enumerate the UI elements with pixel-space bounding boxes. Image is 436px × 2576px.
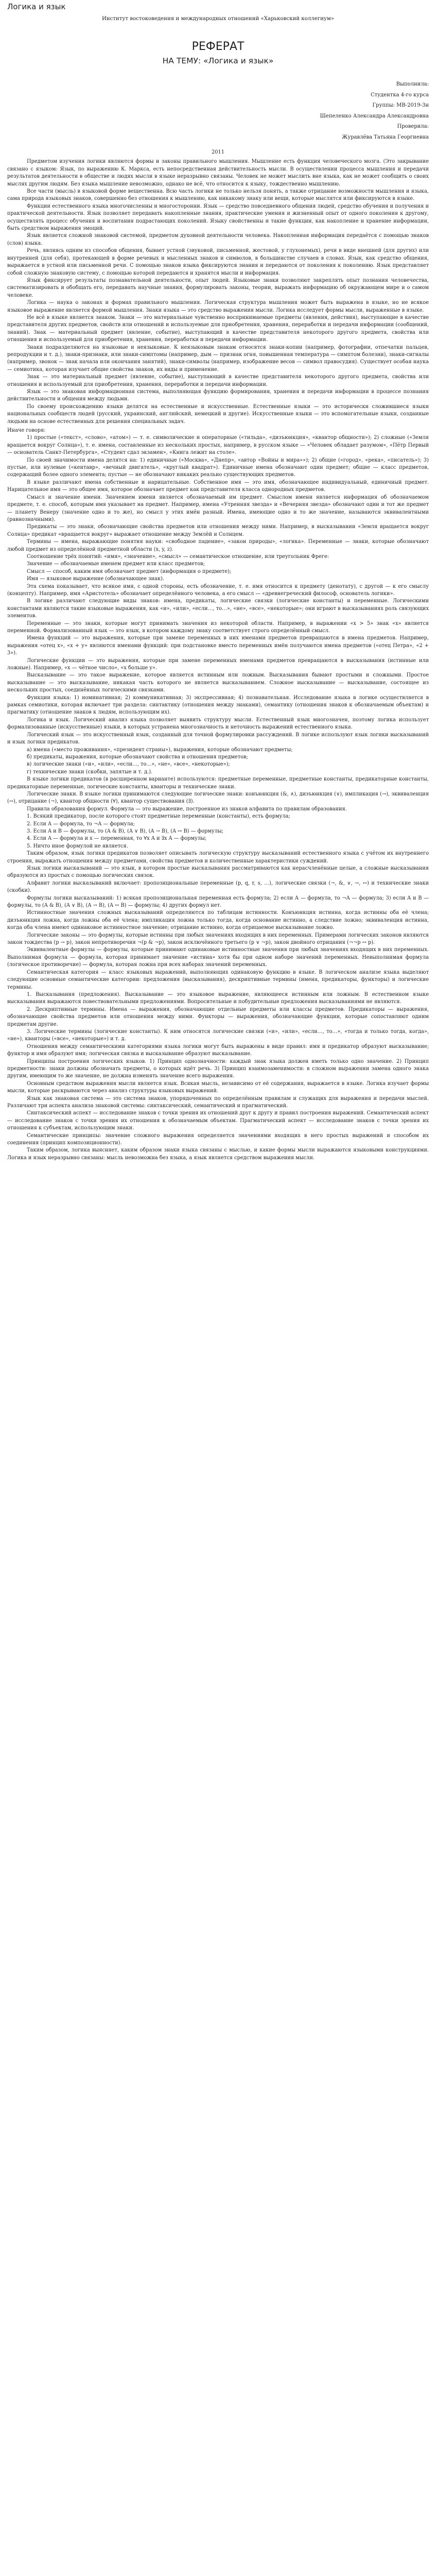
body-paragraph: 5. Ничто иное формулой не является. [27,843,128,849]
body-paragraph: Таким образом, язык логики предикатов позволяет описывать логическую структуру высказываний естественного языка с учётом их внутреннего строения, выражать отношения между предметами, свойства предметов и количественные характеристики суждений. [7,851,429,864]
body-paragraph: Язык логики высказываний — это язык, в котором простые высказывания рассматриваются как нерасчленённые целые, а сложные высказывания образуются из простых с помощью логических связок. [7,866,429,879]
body-paragraph: Высказывание — это такое выражение, которое является истинным или ложным. Высказывания бывают простыми и сложными. Простое высказывание — это высказывание, никакая часть которого не является высказыванием. Сложное высказывание — высказывание, состоящее из нескольких простых, соединённых логическими связками. [7,672,429,693]
body-paragraph: 1. Высказывания (предложения). Высказывание — это языковое выражение, являющееся истинным или ложным. В естественном языке высказывания выражаются повествовательными предложениями. Вопросительные и побудительные предложения высказываниями не являются. [7,991,429,1005]
page-title: Логика и язык [7,2,66,11]
body-paragraph: Логические знаки. В языке логики принимаются следующие логические знаки: конъюнкция (&, ∧), дизъюнкция (∨), импликация (→), эквиваленция (↔), отрицание (¬), квантор общности (∀), квантор существования (∃). [7,791,429,805]
body-paragraph: Все части (мысль) в языковой форме вещественна. Всю часть логики не только нельзя понять, а также отрицание возможности мышления и языка, сама природа языковых знаков, совершенно без отношения к мышлению, как никакому знаку или вещи, которые мыслятся или фиксируются в языке. [7,189,429,202]
body-paragraph: Соотношение трёх понятий: «имя», «значение», «смысл» — семантическое отношение, или треугольник Фреге: [27,553,329,560]
body-paragraph: Имя — языковое выражение (обозначающее знак). [27,576,164,582]
body-paragraph: Язык является сложной знаковой системой, предметом духовной деятельности человека. Накопленная информация передаётся с помощью знаков (слов) языка. [7,233,429,246]
author-block [7,79,429,143]
referat-theme: НА ТЕМУ: «Логика и язык» [162,56,274,65]
body-paragraph: Семантическая категория — класс языковых выражений, выполняющих одинаковую функцию в языке. В логическом анализе языка выделяют следующие основные семантические категории: предложения (высказывания), дескриптивные термины (имена, предикаторы, функторы) и логические термины. [7,969,429,990]
body-paragraph: Предметом изучения логики являются формы и законы правильного мышления. Мышление есть функция человеческого мозга. (Это закрывание связано с языком: Язык, по выражению К. Маркса, есть непосредственная действительность мысли. В осуществлении процесса мышления и передачи результатов деятельности в обществе и людях мысли в языке неразрывно связаны. Человек не может мыслить вне языка, как не может сообщить о своих мыслях другим людям. Без языка мышление невозможно, однако не всё, что относится к языку, тождественно мышлению. [7,159,429,187]
body-paragraph: Знак — это материальный предмет (явление, событие), выступающий в качестве представителя некоторого другого предмета, свойства или отношения и используемый для приобретения, хранения, переработки и передачи информации. [7,374,429,387]
body-paragraph: 3. Если A и B — формулы, то (A & B), (A ∨ B), (A → B), (A ↔ B) — формулы; [27,828,224,834]
body-paragraph: Формулы логики высказываний: 1) всякая пропозициональная переменная есть формула; 2) если A — формула, то ¬A — формула; 3) если A и B — формулы, то (A & B), (A ∨ B), (A → B), (A ↔ B) — формулы; 4) других формул нет. [7,895,429,909]
body-paragraph: 2. Если A — формула, то ¬A — формула; [27,821,135,827]
body-paragraph: Принципы построения логических языков. 1) Принцип однозначности: каждый знак языка должен иметь только одно значение. 2) Принцип предметности: знаки должны обозначать предметы, о которых идёт речь. 3) Принцип взаимозаменимости: в сложном выражении замена одного знака другим, имеющим то же значение, не должна изменять значение всего выражения. [7,1058,429,1079]
body-paragraph: в) логические знаки («и», «или», «если…, то…», «не», «все», «некоторые»); [27,761,230,768]
body-paragraph: Предикаты — это знаки, обозначающие свойства предметов или отношения между ними. Например, в высказывании «Земля вращается вокруг Солнца» предикат «вращается вокруг» выражает отношение между Землёй и Солнцем. [7,524,429,537]
body-paragraph: 3. Логические термины (логические константы). К ним относятся логические связки («и», «или», «если…, то…», «тогда и только тогда, когда», «не»), кванторы («все», «некоторые») и т. д. [7,1028,429,1042]
body-paragraph: Переменные — это знаки, которые могут принимать значения из некоторой области. Например, в выражении «x > 5» знак «x» является переменной. Формализованный язык — это язык, в котором каждому знаку соответствует строго определённый смысл. [7,620,429,634]
body-paragraph: 4. Если A — формула и x — переменная, то ∀x A и ∃x A — формулы; [27,836,207,842]
body-paragraph: Имена функций — это выражения, которые при замене переменных в них именами предметов превращаются в имена предметов. Например, выражения «отец x», «x + y» являются именами функций: при подстановке вместо переменных имён получаются имена предметов («отец Петра», «2 + 3»). [7,635,429,656]
body-paragraph: Язык как знаковая система — это система знаков, упорядоченных по определённым правилам и служащих для выражения и передачи мыслей. Различают три аспекта анализа знаковой системы: синтаксический, семантический и прагматический. [7,1095,429,1109]
body-paragraph: Функции естественного языка многочисленны и многосторонни. Язык — средство повседневного общения людей, средство обучения и получения и практической деятельности. Язык позволяет передавать накопленные знания, практические умения и жизненный опыт от одного поколения к другому, осуществлять процесс обучения и воспитания подрастающих поколений. Языку свойственны и такие функции, как накопление и хранение информации, быть средством выражения эмоций. [7,203,429,232]
body-paragraph: Семантические принципы: значение сложного выражения определяется значениями входящих в него простых выражений и способом их соединения (принцип композиционности). [7,1132,429,1146]
year: 2011 [212,149,224,155]
body-paragraph: Логика и язык. Логический анализ языка позволяет выявить структуру мысли. Естественный язык многозначен, поэтому логика использует формализованные (искусственные) языки, в которых устранена многозначность и неточность выражений естественного языка. [7,717,429,731]
body-paragraph: г) технические знаки (скобки, запятые и т. д.). [27,769,153,775]
body-paragraph: Эта схема показывает, что всякое имя, с одной стороны, есть обозначение, т. е. имя относится к предмету (денотату), с другой — к его смыслу (концепту). Например, имя «Аристотель» обозначает определённого человека, а его смысл — «древнегреческий философ, основатель логики». [7,583,429,597]
body-paragraph: По своей значимости имена делятся на: 1) единичные («Москва», «Днепр», «автор «Войны и мира»»); 2) общие («город», «река», «писатель»); 3) пустые, или нулевые («кентавр», «вечный двигатель», «круглый квадрат»). Единичные имена обозначают один предмет; общие — класс предметов, содержащий более одного элемента; пустые — не обозначают никаких реально существующих предметов. [7,457,429,478]
body-paragraph: Значение — обозначаемые именем предмет или класс предметов; [27,561,205,567]
body-paragraph: Смысл и значение имени. Значением имени является обозначаемый им предмет. Смыслом имени является информация об обозначаемом предмете, т. е. способ, которым имя указывает на предмет. Например, имена «Утренняя звезда» и «Вечерняя звезда» обозначают один и тот же предмет — планету Венеру (значение одно и то же), но смысл у этих имён разный. Имена, имеющие одно и то же значение, называются эквивалентными (равнозначными). [7,494,429,522]
body-paragraph: Алфавит логики высказываний включает: пропозициональные переменные (p, q, r, s, …), логические связки (¬, &, ∨, →, ↔) и технические знаки (скобки). [7,880,429,894]
body-paragraph: Логические законы — это формулы, которые истинны при любых значениях входящих в них переменных. Примерами логических законов являются закон тождества (p → p), закон непротиворечия ¬(p & ¬p), закон исключённого третьего (p ∨ ¬p), закон двойного отрицания (¬¬p ↔ p). [7,932,429,946]
body-paragraph: Логические функции — это выражения, которые при замене переменных именами предметов превращаются в высказывания (истинные или ложные). Например, «x — чётное число», «x больше y». [7,657,429,671]
body-paragraph: Функции языка: 1) номинативная; 2) коммуникативная; 3) экспрессивная; 4) познавательная. Исследование языка в логике осуществляется в рамках семиотики, которая включает три раздела: синтактику (отношения между знаками), семантику (отношения знаков к обозначаемым объектам) и прагматику (отношение знаков к людям, использующим их). [7,694,429,716]
meta-line: Шепеленко Александра Александровна [320,113,429,119]
body-paragraph: Смысл — способ, каким имя обозначает предмет (информация о предмете); [27,568,232,574]
body-paragraph: Не всё в языке является знаком. Знаки — это материальные чувственно воспринимаемые предметы (явления, действия), выступающие в качестве представителя других предметов, свойств или отношений и используемые для приобретения, хранения, переработки и передачи информации (сообщений, знаний). Знак — материальный предмет (явление, событие), выступающий в качестве представителя некоторого другого предмета, свойства или отношения и используемый для приобретения, хранения, переработки и передачи информации. [7,314,429,343]
institute-name: Институт востоковедения и международных отношений «Харьковский коллегиум» [101,16,335,22]
body-paragraph: Синтаксический аспект — исследование знаков с точки зрения их отношений друг к другу и правил построения выражений. Семантический аспект — исследование знаков с точки зрения их отношения к обозначаемым объектам. Прагматический аспект — исследование знаков с точки зрения их отношения к субъектам, использующим знаки. [7,1110,429,1131]
body-paragraph: 2. Дескриптивные термины. Имена — выражения, обозначающие отдельные предметы или классы предметов. Предикаторы — выражения, обозначающие свойства предметов или отношения между ними. Функторы — выражения, обозначающие функции, которые сопоставляют одним предметам другие. [7,1006,429,1027]
body-paragraph: В логике различают следующие виды знаков: имена, предикаты, логические связки (логические константы) и переменные. Логическими константами являются такие языковые выражения, как «и», «или», «если…, то…», «не», «все», «некоторые»; они играют в высказываниях роль связующих элементов. [7,598,429,619]
meta-line: Выполнила: [396,81,429,87]
body-paragraph: В языке различают имена собственные и нарицательные. Собственное имя — это имя, обозначающее индивидуальный, единичный предмет. Нарицательное имя — это общее имя, которое обозначает предмет как представителя класса однородных предметов. [7,479,429,493]
referat-body [7,158,429,1162]
meta-line: Группы: МВ-2019-3н [372,103,429,108]
body-paragraph: Язык — это знаковая информационная система, выполняющая функцию формирования, хранения и передачи информации в процессе познания действительности и общения между людьми. [7,389,429,402]
body-paragraph: В языке логики предикатов (в расширенном варианте) используются: предметные переменные, предметные константы, предикаторные константы, предикаторные переменные, логические константы, кванторы и технические знаки. [7,776,429,790]
body-paragraph: Правила образования формул. Формула — это выражение, построенное из знаков алфавита по правилам образования. [27,806,347,812]
meta-line: Журавлёва Татьяна Георгиевна [342,134,429,140]
body-paragraph: Истинностные значения сложных высказываний определяются по таблицам истинности. Конъюнкция истинна, когда истинны оба её члена; дизъюнкция ложна, когда ложны оба её члена; импликация ложна только тогда, когда основание истинно, а следствие ложно; эквиваленция истинна, когда оба члена имеют одинаковое истинностное значение; отрицание истинно, когда отрицаемое высказывание ложно. [7,910,429,931]
body-paragraph: Речь, являясь одним из способов общения, бывает устной (звуковой, письменной, жестовой, у глухонемых), речи в виде внешней (для других) или внутренней (для себя), протекающей в форме речевых и мысленных знаков и символов, в большинстве случаев в словах. Язык, как средство общения, выражается в устной или письменной речи. С помощью знаков языка фиксируются знания и передаются от поколения к поколению. Язык представляет собой сложную знаковую систему, с помощью которой передаются и хранятся мысли и информация. [7,248,429,276]
body-paragraph: Логический язык — это искусственный язык, созданный для точной формулировки рассуждений. В логике используют язык логики высказываний и язык логики предикатов. [7,732,429,745]
body-paragraph: Основным средством выражения мысли является язык. Всякая мысль, независимо от её содержания, выражается в языке. Логика изучает формы мысли, которые раскрываются через анализ структуры языковых выражений. [7,1080,429,1094]
body-paragraph: Термины — имена, выражающие понятия науки: «свободное падение», «закон природы», «логика». Переменные — знаки, которые обозначают любой предмет из определённой предметной области (x, y, z). [7,539,429,552]
body-paragraph: Таким образом, логика выясняет, каким образом знаки языка связаны с мыслью, и какие формы мысли выражаются языковыми конструкциями. Логика и язык неразрывно связаны: мысль невозможна без языка, а язык является средством выражения мысли. [7,1147,429,1161]
body-paragraph: Иначе говоря: [7,428,46,434]
body-paragraph: Отношения между семантическими категориями языка логики могут быть выражены в виде правил: имя и предикатор образуют высказывание; функтор и имя образуют имя; логическая связка и высказывание образуют высказывание. [7,1043,429,1057]
body-paragraph: По своему происхождению языки делятся на естественные и искусственные. Естественные языки — это исторически сложившиеся языки национальных сообществ людей (русский, украинский, английский, немецкий и другие). Искусственные языки — это вспомогательные языки, созданные людьми на основе естественных для решения специальных задач. [7,403,429,425]
body-paragraph: 1) простые («текст», «слово», «атом») — т. е. символические и операторные («тильда», «дизъюнкция», «квантор общности»); 2) сложные («Земля вращается вокруг Солнца»), т. е. имена, составленные из нескольких простых, например, в русском языке — «Человек обладает разумом», «Пётр Первый — основатель Санкт-Петербурга», «Студент сдал экзамен», «Книга лежит на столе». [7,435,429,456]
body-paragraph: а) имена («место проживания», «президент страны»), выражения, которые обозначают предметы; [27,747,293,753]
body-paragraph: Язык фиксирует результаты познавательной деятельности, опыт людей. Языковые знаки позволяют закреплять опыт познания человечества, систематизировать и обобщать его, передавать научные знания, формулировать законы, теории, выражать информацию об окружающем мире и о самом человеке. [7,277,429,298]
body-paragraph: Знаки подразделяются на языковые и неязыковые. К неязыковым знакам относятся знаки-копии (например, фотографии, отпечатки пальцев, репродукции и т. д.), знаки-признаки, или знаки-симптомы (например, дым — признак огня, повышенная температура — симптом болезни), знаки-сигналы (например, звонок — знак начала или окончания занятий), знаки-символы (например, изображение весов — символ правосудия). Существует особая наука — семиотика, которая изучает общие свойства знаков, их виды и применение. [7,344,429,372]
body-paragraph: Эквивалентные формулы — формулы, которые принимают одинаковые истинностные значения при любых значениях входящих в них переменных. Выполнимая формула — формула, которая принимает значение «истина» хотя бы при одном наборе значений переменных. Невыполнимая формула (логическое противоречие) — формула, которая ложна при всех наборах значений переменных. [7,947,429,968]
body-paragraph: 1. Всякий предикатор, после которого стоят предметные переменные (константы), есть формула; [27,814,290,820]
body-paragraph: Логика — наука о законах и формах правильного мышления. Логическая структура мышления может быть выражена в языке, но не всякое языковое выражение является формой мышления. Знаки языка — это средство выражения мысли. Логика исследует формы мысли, выраженные в языке. [7,300,429,313]
referat-heading: РЕФЕРАТ [191,40,245,53]
body-paragraph: б) предикаты, выражения, которые обозначают свойства и отношения предметов; [27,754,248,760]
meta-line: Студентка 4-го курса [370,92,429,98]
meta-line: Проверила: [397,124,429,129]
